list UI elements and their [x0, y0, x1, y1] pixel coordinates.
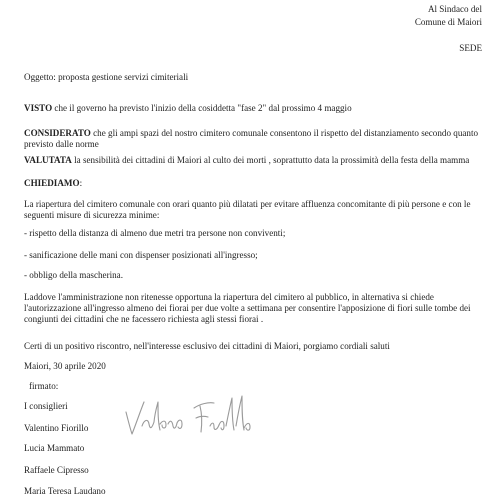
- considerato-text-2: previsto dalle norme: [24, 139, 99, 149]
- subject-line: Oggetto: proposta gestione servizi cimiteriali: [24, 72, 189, 82]
- valutata-text: la sensibilità dei cittadini di Maiori al culto dei morti , soprattutto data la prossimità della festa della mamma: [71, 155, 470, 165]
- chiediamo-label: CHIEDIAMO: [24, 178, 80, 188]
- measure-item: - obbligo della mascherina.: [24, 270, 123, 280]
- visto-text: che il governo ha previsto l'inizio della cosiddetta "fase 2" dal prossimo 4 maggio: [52, 103, 352, 113]
- recipient-line-3: SEDE: [459, 43, 482, 53]
- recipient-line-1: Al Sindaco del: [427, 4, 482, 14]
- visto-paragraph: [24, 103, 352, 115]
- measure-item: - sanificazione delle mani con dispenser posizionati all'ingresso;: [24, 250, 258, 260]
- alternative-line-3: congiunti dei cittadini che ne facessero richiesta agli stessi fiorai .: [24, 314, 264, 324]
- date-line: Maiori, 30 aprile 2020: [24, 361, 106, 371]
- signatory-name: Valentino Fiorillo: [24, 423, 89, 433]
- measure-item: - rispetto della distanza di almeno due metri tra persone non conviventi;: [24, 228, 286, 238]
- considerato-label: CONSIDERATO: [24, 128, 91, 138]
- chiediamo-colon: :: [79, 178, 83, 188]
- signatory-name: Raffaele Cipresso: [24, 465, 89, 475]
- signatory-name: Lucia Mammato: [24, 443, 85, 453]
- considerato-text-1: che gli ampi spazi del nostro cimitero comunale consentono il rispetto del distanziamento secondo quanto: [90, 128, 479, 138]
- recipient-line-2: Comune di Maiori: [414, 17, 482, 27]
- considerato-paragraph: [24, 128, 478, 140]
- visto-label: VISTO: [24, 103, 53, 113]
- handwritten-signature: [122, 390, 262, 440]
- valutata-paragraph: [24, 155, 469, 167]
- alternative-line-2: l'autorizzazione all'ingresso almeno dei fiorai per due volte a settimana per consentire l'apposizione di fiori sulle tombe dei: [24, 303, 471, 313]
- request-line-2: seguenti misure di sicurezza minime:: [24, 210, 160, 220]
- signed-label: firmato:: [29, 381, 59, 391]
- chiediamo-heading: [24, 178, 82, 190]
- alternative-line-1: Laddove l'amministrazione non ritenesse opportuna la riapertura del cimitero al pubblico, in alternativa si chiede: [24, 292, 434, 302]
- request-line-1: La riapertura del cimitero comunale con orari quanto più dilatati per evitare affluenza concomitante di più persone e con le: [24, 199, 471, 209]
- valutata-label: VALUTATA: [24, 155, 72, 165]
- councillors-label: I consiglieri: [24, 401, 68, 411]
- signatory-name: Maria Teresa Laudano: [24, 486, 106, 496]
- closing-line: Certi di un positivo riscontro, nell'interesse esclusivo dei cittadini di Maiori, porgiamo cordiali saluti: [24, 341, 390, 351]
